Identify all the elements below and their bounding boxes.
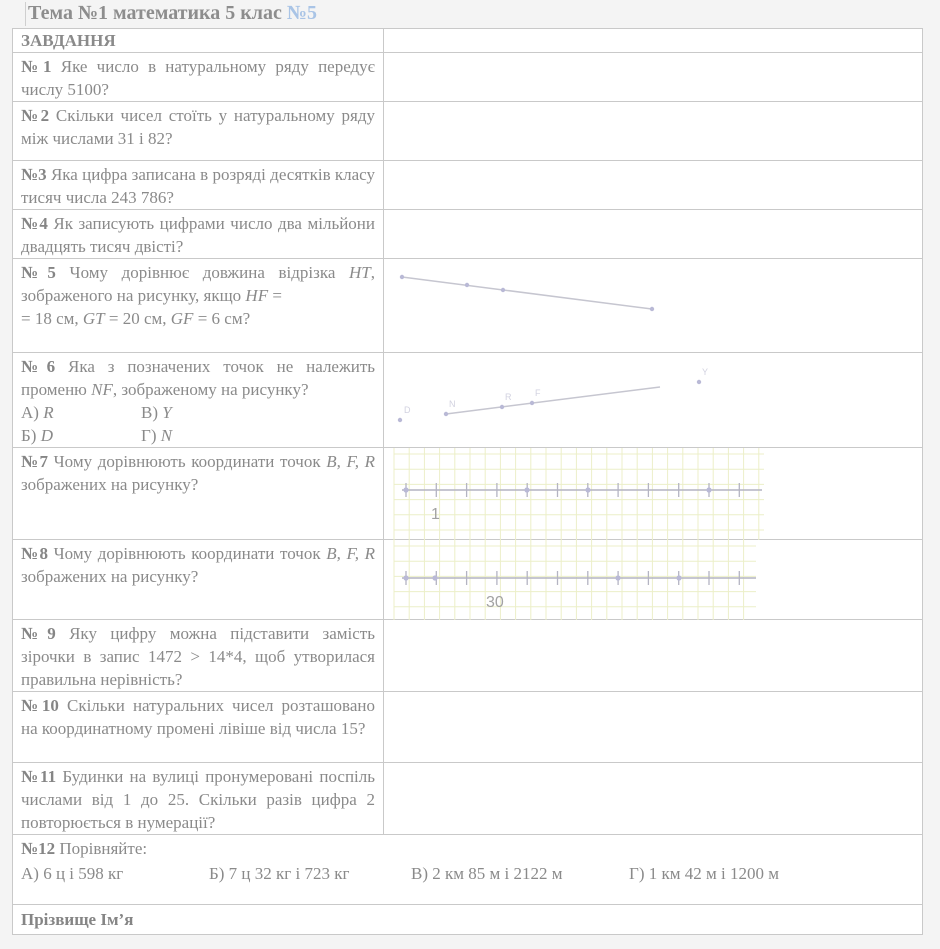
point-f-ray <box>530 401 534 405</box>
task-12-number: №12 <box>21 839 56 858</box>
point-r <box>500 405 504 409</box>
ray-figure <box>384 353 923 448</box>
task-11-number: №11 <box>21 767 57 786</box>
task-3 <box>13 161 384 210</box>
student-name-label: Прізвище Ім’я <box>21 910 134 929</box>
task-11-text: Будинки на вулиці пронумеровані поспіль числами від 1 до 25. Скільки разів цифра 2 повторюється в нумерації? <box>21 767 375 832</box>
task-row-2 <box>13 102 923 161</box>
task-row-5 <box>13 259 923 353</box>
task-11 <box>13 763 384 835</box>
var-gt: GT <box>82 309 105 328</box>
compare-a: А) 6 ц і 598 кг <box>21 864 124 883</box>
task-9-text: Яку цифру можна підставити замість зірочки в запис 1472 > 14*4, щоб утворилася правильна нерівність? <box>21 624 375 689</box>
ray-figure-cell <box>384 353 923 448</box>
point-n <box>444 412 448 416</box>
task-5-text-a: Чому дорівнює довжина відрізка <box>55 263 349 282</box>
tasks-header: ЗАВДАННЯ <box>13 29 384 53</box>
task-8-number: №8 <box>21 544 48 563</box>
option-c-label: Б) <box>21 426 41 445</box>
task-5-text-f: = 6 см? <box>193 309 251 328</box>
task-6-text-b: , зображеному на рисунку? <box>112 380 309 399</box>
footer-row <box>13 905 923 935</box>
answer-cell-10[interactable] <box>384 692 923 763</box>
ray-nf-line <box>446 387 660 414</box>
worksheet-table <box>12 28 923 935</box>
task-8 <box>13 540 384 620</box>
option-a-value: R <box>43 403 54 422</box>
task-7-text-b: зображених на рисунку? <box>21 475 199 494</box>
task-3-text: Яка цифра записана в розряді десятків класу тисяч числа 243 786? <box>21 165 375 207</box>
option-c[interactable] <box>21 424 141 447</box>
point-t <box>650 307 654 311</box>
task-5-text-b: , зображеного на рисунку, якщо <box>21 263 375 305</box>
student-name-field[interactable] <box>13 905 923 935</box>
point-g <box>465 283 469 287</box>
task-6-options-row-1 <box>21 401 375 424</box>
label-d: D <box>404 405 411 415</box>
task-row-10 <box>13 692 923 763</box>
task-10-text: Скільки натуральних чисел розташовано на координатному промені лівіше від числа 15? <box>21 696 375 738</box>
task-9 <box>13 620 384 692</box>
point-d <box>398 418 402 422</box>
variant-number: №5 <box>286 2 317 24</box>
task-9-number: №9 <box>21 624 56 643</box>
point-f <box>501 288 505 292</box>
coordinate-ray-figure-2 <box>384 540 923 620</box>
segment-figure <box>384 259 923 353</box>
answer-cell-11[interactable] <box>384 763 923 835</box>
task-5-number: №5 <box>21 263 56 282</box>
task-1-number: №1 <box>21 57 52 76</box>
task-4-text: Як записують цифрами число два мільйони двадцять тисяч двісті? <box>21 214 375 256</box>
task-4-number: №4 <box>21 214 48 233</box>
label-y: Y <box>702 367 709 377</box>
task-5-text-d: = 18 см, <box>21 309 83 328</box>
task-row-6 <box>13 353 923 448</box>
task-row-1 <box>13 53 923 102</box>
task-row-7 <box>13 448 923 540</box>
task-6-text-a: Яка з позначених точок не належить променю <box>21 357 375 399</box>
option-b-label: В) <box>141 403 163 422</box>
compare-d: Г) 1 км 42 м і 1200 м <box>629 864 779 883</box>
task-2-text: Скільки чисел стоїть у натуральному ряду між числами 31 і 82? <box>21 106 375 148</box>
coordinate-figure-2-cell <box>384 540 923 620</box>
point-f-2 <box>615 575 620 580</box>
task-12-text: Порівняйте: <box>55 839 148 858</box>
answer-cell-2[interactable] <box>384 102 923 161</box>
task-7-number: №7 <box>21 452 48 471</box>
var-ht: HT <box>349 263 371 282</box>
option-a[interactable] <box>21 401 141 424</box>
option-b-value: Y <box>162 403 172 422</box>
task-row-9 <box>13 620 923 692</box>
task-7 <box>13 448 384 540</box>
answer-cell-9[interactable] <box>384 620 923 692</box>
grid-background-2 <box>394 540 756 620</box>
label-f: F <box>535 388 541 398</box>
header-answer-cell <box>384 29 923 53</box>
option-d-label: Г) <box>141 426 161 445</box>
task-8-text-b: зображених на рисунку? <box>21 567 199 586</box>
title-text: Тема №1 математика 5 клас <box>28 2 282 24</box>
answer-cell-3[interactable] <box>384 161 923 210</box>
option-b[interactable] <box>141 401 172 424</box>
header-row <box>13 29 923 53</box>
task-8-text-a: Чому дорівнюють координати точок <box>47 544 327 563</box>
task-4 <box>13 210 384 259</box>
compare-c: В) 2 км 85 м і 2122 м <box>411 864 563 883</box>
var-nf: NF <box>91 380 113 399</box>
page-title <box>25 2 317 26</box>
task-2-number: №2 <box>21 106 50 125</box>
task-row-3 <box>13 161 923 210</box>
task-row-4 <box>13 210 923 259</box>
task-2 <box>13 102 384 161</box>
task-8-points: B, F, R <box>326 544 375 563</box>
compare-b: Б) 7 ц 32 кг і 723 кг <box>209 864 350 883</box>
task-row-11 <box>13 763 923 835</box>
coordinate-ray-figure-1 <box>384 448 923 540</box>
origin-point-2 <box>403 575 408 580</box>
task-12-options <box>21 862 914 885</box>
task-1-text: Яке число в натуральному ряду передує числу 5100? <box>21 57 375 99</box>
option-d[interactable] <box>141 424 172 447</box>
task-6-options-row-2 <box>21 424 375 447</box>
task-5-text-c: = <box>268 286 282 305</box>
unit-label-2: 30 <box>486 594 504 611</box>
var-hf: HF <box>245 286 269 305</box>
origin-point-1 <box>403 487 408 492</box>
task-7-points: B, F, R <box>326 452 375 471</box>
point-y <box>697 380 701 384</box>
point-h <box>400 275 404 279</box>
task-3-number: №3 <box>21 165 47 184</box>
task-10 <box>13 692 384 763</box>
point-b-2 <box>432 575 437 580</box>
task-6-number: №6 <box>21 357 56 376</box>
task-6 <box>13 353 384 448</box>
unit-label-1: 1 <box>431 506 440 523</box>
label-r: R <box>505 392 512 402</box>
task-12 <box>13 835 923 905</box>
option-a-label: А) <box>21 403 44 422</box>
segment-figure-cell <box>384 259 923 353</box>
var-gf: GF <box>170 309 194 328</box>
task-7-text-a: Чому дорівнюють координати точок <box>47 452 327 471</box>
task-1 <box>13 53 384 102</box>
task-row-8 <box>13 540 923 620</box>
task-row-12 <box>13 835 923 905</box>
option-c-value: D <box>40 426 53 445</box>
point-r-2 <box>676 575 681 580</box>
segment-line <box>402 277 652 309</box>
point-b-1 <box>524 487 529 492</box>
point-r-1 <box>706 487 711 492</box>
label-n: N <box>449 399 456 409</box>
task-10-number: №10 <box>21 696 59 715</box>
task-5-text-e: = 20 см, <box>104 309 171 328</box>
answer-cell-1[interactable] <box>384 53 923 102</box>
option-d-value: N <box>160 426 173 445</box>
task-5 <box>13 259 384 353</box>
coordinate-figure-1-cell <box>384 448 923 540</box>
answer-cell-4[interactable] <box>384 210 923 259</box>
point-f-1 <box>585 487 590 492</box>
